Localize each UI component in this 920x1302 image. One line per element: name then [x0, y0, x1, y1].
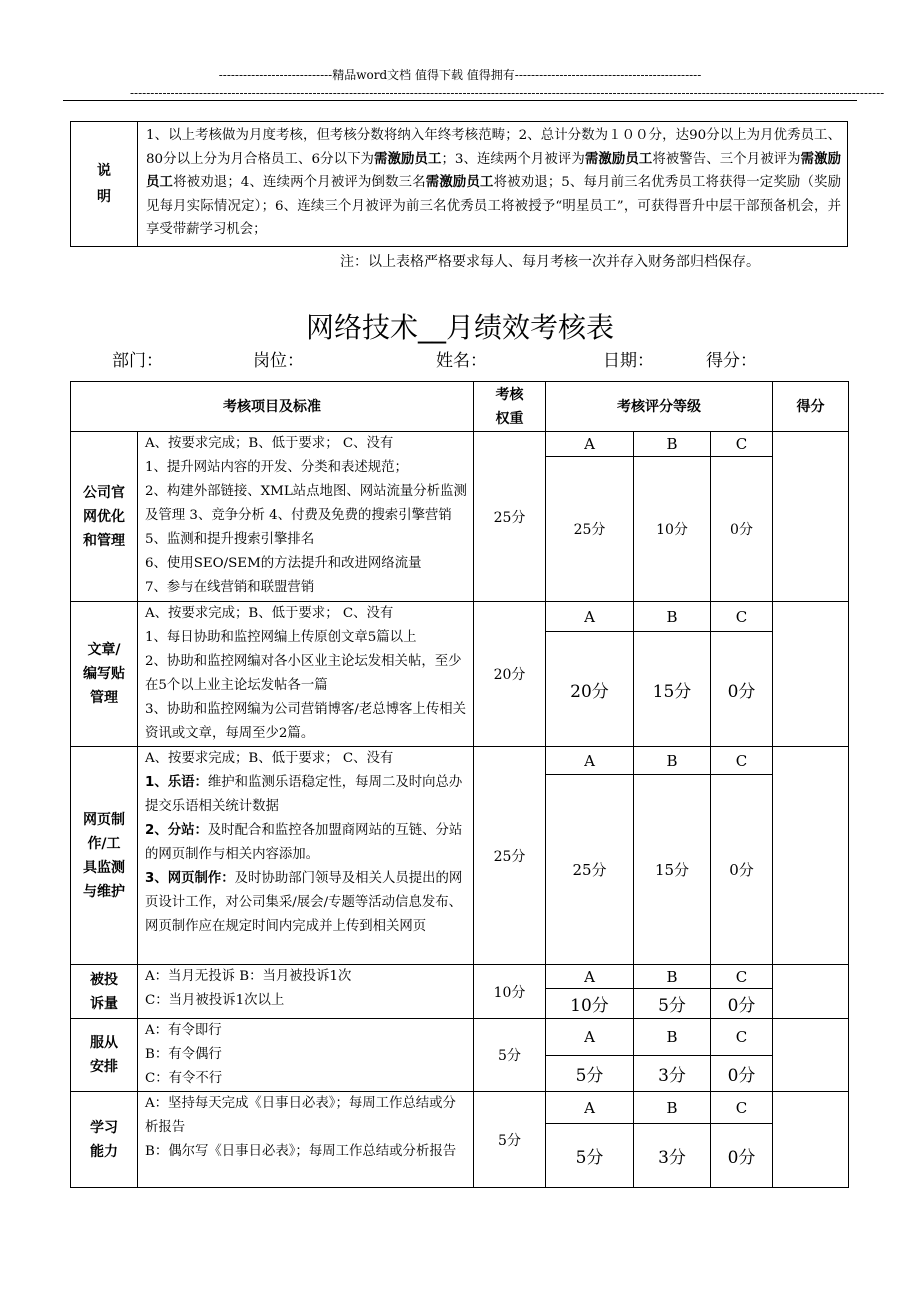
- grade-b: B: [634, 747, 711, 775]
- meta-dept: 部门：: [112, 351, 163, 371]
- meta-post: 岗位：: [253, 351, 304, 371]
- explanation-text: [138, 122, 848, 247]
- explanation-table: [70, 121, 848, 247]
- explanation-p9: 5、每月前三名优秀员工将获得一定奖励（奖励见每月实际情况定）；: [146, 175, 841, 214]
- header-grade: 考核评分等级: [546, 382, 773, 432]
- row5-weight: 5分: [474, 1019, 546, 1092]
- row1-line: 1、提升网站内容的开发、分类和表述规范；: [145, 460, 408, 475]
- row4-score-c: 0分: [711, 989, 773, 1019]
- grade-a: A: [546, 965, 634, 989]
- row5-category: 服从 安排: [71, 1019, 138, 1092]
- row1-line: A、按要求完成；B、低于要求； C、没有: [145, 436, 394, 451]
- row6-desc: [138, 1092, 474, 1188]
- grade-a: A: [546, 432, 634, 457]
- row1-category: 公司官 网优化 和管理: [71, 432, 138, 602]
- row4-score-cell[interactable]: [773, 965, 849, 1019]
- grade-b: B: [634, 1019, 711, 1056]
- row5-score-c: 0分: [711, 1055, 773, 1092]
- row6-line: A：坚持每天完成《日事日必表》；每周工作总结或分析报告: [145, 1096, 456, 1135]
- grade-c: C: [711, 1092, 773, 1124]
- row2-desc: [138, 602, 474, 747]
- row5-desc: [138, 1019, 474, 1092]
- explanation-p4: 3、连续两个月被评为: [454, 151, 585, 167]
- row2-score-a: 20分: [546, 632, 634, 747]
- grade-c: C: [711, 602, 773, 632]
- row3-score-a: 25分: [546, 775, 634, 965]
- row5-line: C：有令不行: [145, 1071, 223, 1086]
- explanation-b1: 需激励员工: [374, 151, 442, 167]
- explanation-p6: 将被劝退；: [173, 175, 241, 191]
- row4-score-b: 5分: [634, 989, 711, 1019]
- row3-item: 3、网页制作：及时协助部门领导及相关人员提出的网页设计工作，对公司集采/展会/专题等活动信息发布、网页制作应在规定时间内完成并上传到相关网页: [145, 871, 463, 934]
- explanation-b2: 需激励员工: [584, 151, 653, 167]
- header-item: 考核项目及标准: [71, 382, 474, 432]
- row5-line: B：有令偶行: [145, 1047, 222, 1062]
- explanation-label: 说 明: [71, 122, 138, 247]
- explanation-b4: 需激励员工: [425, 175, 494, 191]
- row4-line: C：当月被投诉1次以上: [145, 993, 285, 1008]
- meta-name: 姓名：: [436, 351, 487, 371]
- row4-line: A：当月无投诉 B：当月被投诉1次: [145, 969, 352, 984]
- grade-a: A: [546, 1092, 634, 1124]
- row5-score-a: 5分: [546, 1055, 634, 1092]
- row3-score-c: 0分: [711, 775, 773, 965]
- grade-c: C: [711, 747, 773, 775]
- row1-desc: [138, 432, 474, 602]
- row2-line: 3、协助和监控网编为公司营销博客/老总博客上传相关资讯或文章，每周至少2篇。: [145, 702, 467, 741]
- grade-c: C: [711, 1019, 773, 1056]
- row3-weight: 25分: [474, 747, 546, 965]
- explanation-p1: 1、以上考核做为月度考核，但考核分数将纳入年终考核范畴；: [146, 128, 519, 144]
- row3-score-b: 15分: [634, 775, 711, 965]
- grade-a: A: [546, 602, 634, 632]
- header-score: 得分: [773, 382, 849, 432]
- row3-item: 2、分站：及时配合和监控各加盟商网站的互链、分站的网页制作与相关内容添加。: [145, 823, 463, 862]
- grade-a: A: [546, 1019, 634, 1056]
- header-rule: [63, 100, 857, 101]
- row1-line: 6、使用SEO/SEM的方法提升和改进网络流量: [145, 556, 422, 571]
- grade-c: C: [711, 432, 773, 457]
- row2-line: A、按要求完成；B、低于要求； C、没有: [145, 606, 394, 621]
- row6-line: B：偶尔写《日事日必表》；每周工作总结或分析报告: [145, 1144, 457, 1159]
- row6-score-a: 5分: [546, 1124, 634, 1188]
- row4-score-a: 10分: [546, 989, 634, 1019]
- row4-weight: 10分: [474, 965, 546, 1019]
- row3-category: 网页制 作/工 具监测 与维护: [71, 747, 138, 965]
- row6-score-c: 0分: [711, 1124, 773, 1188]
- row1-line: 7、参与在线营销和联盟营销: [145, 580, 315, 595]
- grade-b: B: [634, 432, 711, 457]
- row3-desc: [138, 747, 474, 965]
- row3-score-cell[interactable]: [773, 747, 849, 965]
- page-header-dashes: ------------------------------------------------------------------------------------------------------------------------------------------------------------------------------------------: [130, 86, 885, 100]
- explanation-p10: 6、连续三个月被评为前三名优秀员工将被授予“明星员工”，可获得晋升中层干部预备机会，并享受带薪学习机会；: [146, 198, 841, 238]
- row5-line: A：有令即行: [145, 1023, 222, 1038]
- row3-line: A、按要求完成；B、低于要求； C、没有: [145, 751, 394, 766]
- grade-b: B: [634, 965, 711, 989]
- row2-score-cell[interactable]: [773, 602, 849, 747]
- meta-date: 日期：: [603, 351, 654, 371]
- row2-line: 1、每日协助和监控网编上传原创文章5篇以上: [145, 630, 417, 645]
- grade-b: B: [634, 1092, 711, 1124]
- row2-weight: 20分: [474, 602, 546, 747]
- explanation-p3: ；: [441, 151, 455, 167]
- row6-category: 学习 能力: [71, 1092, 138, 1188]
- row3-item: 1、乐语：维护和监测乐语稳定性，每周二及时向总办提交乐语相关统计数据: [145, 775, 463, 814]
- row2-score-c: 0分: [711, 632, 773, 747]
- explanation-p2: 2、总计分数为１００分，达90分以上为月优秀员工、80分以上分为月合格员工、6分以下为: [146, 128, 841, 167]
- row1-score-c: 0分: [711, 457, 773, 602]
- header-weight: 考核 权重: [474, 382, 546, 432]
- grade-a: A: [546, 747, 634, 775]
- meta-score: 得分：: [706, 351, 757, 371]
- explanation-b3: 需激励员工: [146, 151, 842, 191]
- explanation-p5: 将被警告、三个月被评为: [652, 151, 801, 167]
- row4-desc: [138, 965, 474, 1019]
- row5-score-b: 3分: [634, 1055, 711, 1092]
- grade-c: C: [711, 965, 773, 989]
- row1-score-a: 25分: [546, 457, 634, 602]
- appraisal-table: [70, 381, 849, 1188]
- row2-score-b: 15分: [634, 632, 711, 747]
- explanation-p7: 4、连续两个月被评为倒数三名: [240, 175, 426, 191]
- row4-category: 被投 诉量: [71, 965, 138, 1019]
- row6-weight: 5分: [474, 1092, 546, 1188]
- row1-score-b: 10分: [634, 457, 711, 602]
- row1-score-cell[interactable]: [773, 432, 849, 602]
- page-header-banner: ----------------------------精品word文档 值得下载 值得拥有----------------------------------------------: [218, 68, 702, 82]
- page-title: 网络技术__月绩效考核表: [305, 311, 614, 344]
- row5-score-cell[interactable]: [773, 1019, 849, 1092]
- row2-category: 文章/ 编写贴 管理: [71, 602, 138, 747]
- row2-line: 2、协助和监控网编对各小区业主论坛发相关帖，至少在5个以上业主论坛发帖各一篇: [145, 654, 462, 693]
- archive-note: 注：以上表格严格要求每人、每月考核一次并存入财务部归档保存。: [340, 254, 760, 270]
- row6-score-b: 3分: [634, 1124, 711, 1188]
- grade-b: B: [634, 602, 711, 632]
- row1-weight: 25分: [474, 432, 546, 602]
- explanation-p8: 将被劝退；: [493, 175, 562, 191]
- row1-line: 2、构建外部链接、XML站点地图、网站流量分析监测及管理 3、竞争分析 4、付费及免费的搜索引擎营销 5、监测和提升搜索引擎排名: [145, 484, 467, 547]
- row6-score-cell[interactable]: [773, 1092, 849, 1188]
